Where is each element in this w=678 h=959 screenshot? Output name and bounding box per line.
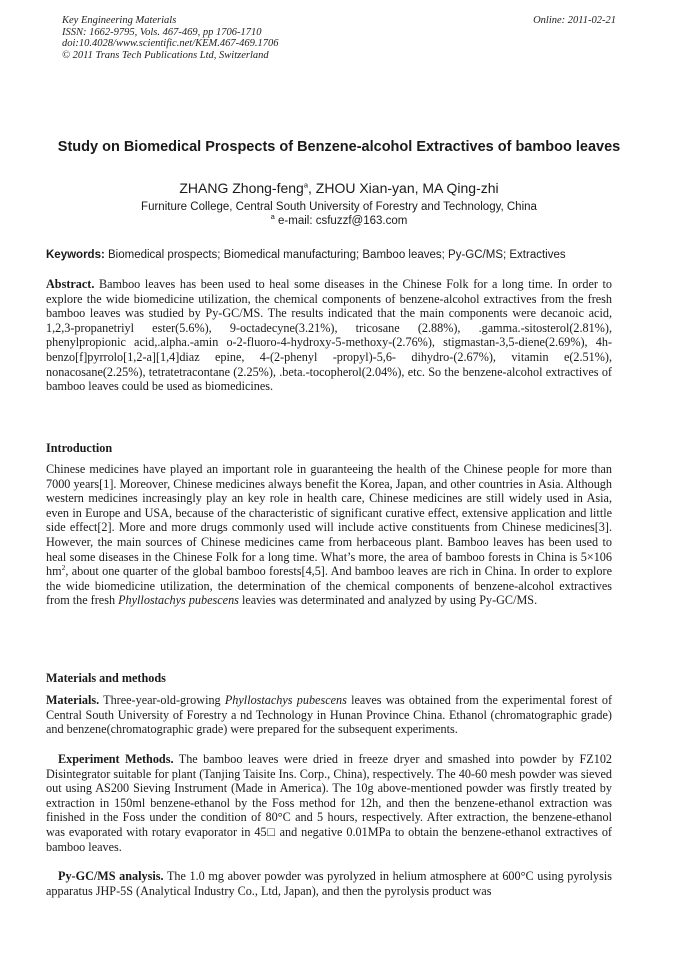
copyright-line: © 2011 Trans Tech Publications Ltd, Switzerland (62, 49, 269, 61)
email-sup: a (270, 212, 275, 222)
doi-line: doi:10.4028/www.scientific.net/KEM.467-469.1706 (62, 38, 279, 49)
keywords-line (46, 248, 636, 262)
journal-name: Key Engineering Materials (62, 15, 177, 26)
intro-text-a: Chinese medicines have played an important role in guaranteeing the health of the Chinese people for more than 7000 years[1]. Moreover, Chinese medicines always benefit the Korea, Japan, and other countries in Asia. Although western medicines increasingly play an key role in health care, Chinese medicines are still widely used in Asia, even in Europe and USA, because of the characteristic of significant curative effect, extensive application and little side effect[2]. More and more drugs commonly used will include active constituents from Chinese medicines[3]. However, the main sources of Chinese medicines came from herbaceous plant. Bamboo leaves has been used to heal some diseases in the Chinese Folk for a long time. What’s more, the area of bamboo forests in China is 5×106 hm (46, 462, 612, 579)
author-first: ZHANG Zhong-feng (179, 180, 304, 196)
materials-species: Phyllostachys pubescens (224, 693, 347, 707)
pygc-paragraph (46, 869, 612, 898)
online-date: Online: 2011-02-21 (533, 15, 616, 26)
author-list (0, 180, 678, 197)
abstract-text: Bamboo leaves has been used to heal some diseases in the Chinese Folk for a long time. In order to explore the wide biomedicine utilization, the chemical components of benzene-alcohol extractives from the fresh bamboo leaves was studied by Py-GC/MS. The results indicated that the main components were decanoic acid, 1,2,3-propanetriyl ester(5.6%), 9-octadecyne(3.21%), tricosane (2.88%), .gamma.-sitosterol(2.81%), phenylpropionic acid,.alpha.-amin o-2-fluoro-4-hydroxy-5-methoxy-(2.76%), stigmastan-3,5-diene(2.69%), 4h-benzo[f]pyrrolo[1,2-a][1,4]diaz epine, 4-(2-phenyl -propyl)-5,6- dihydro-(2.67%), vitamin e(2.51%), nonacosane(2.25%), tetratetracontane (2.25%), .beta.-tocopherol(2.04%), etc. So the benzene-alcohol extractives of bamboo leaves could be used as biomedicines. (46, 277, 612, 394)
experiment-text: The bamboo leaves were dried in freeze dryer and smashed into powder by FZ102 Disintegrator suitable for plant (Tanjing Taisite Ins. Corp., China), respectively. The 40-60 mesh powder was sieved out using AS200 Sieving Instrument (Made in America). The 10g above-mentioned powder was firstly treated by extraction in 150ml benzene-ethanol by the Foss method for 12h, and then the benzene-ethanol extraction was finished in the Foss under the condition of 80°C and 5 hours, respectively. After extraction, the benzene-ethanol was evaporated with rotary evaporator in 45□ and negative 0.01MPa to obtain the benzene-ethanol extractives of bamboo leaves. (46, 752, 613, 854)
journal-header (62, 15, 279, 61)
materials-text-a: Three-year-old-growing (99, 693, 225, 707)
intro-text-c: leavies was determinated and analyzed by using Py-GC/MS. (238, 593, 538, 608)
experiment-paragraph (46, 752, 612, 854)
introduction-heading: Introduction (46, 441, 113, 455)
methods-heading: Materials and methods (46, 671, 166, 685)
abstract-paragraph (46, 277, 612, 394)
intro-text-b: , about one quarter of the global bamboo forests[4,5]. And bamboo leaves are rich in China. In order to explore the wide biomedicine utilization, the determination of the chemical components of benzene-alcohol extractives from the fresh (46, 564, 612, 608)
intro-sup: 2 (61, 563, 66, 573)
keywords-text: Biomedical prospects; Biomedical manufacturing; Bamboo leaves; Py-GC/MS; Extractives (104, 249, 566, 261)
introduction-paragraph (46, 462, 612, 608)
pygc-text: The 1.0 mg abover powder was pyrolyzed in helium atmosphere at 600°C using pyrolysis apparatus JHP-5S (Analytical Industry Co., Ltd, Japan), and then the pyrolysis product was (46, 869, 612, 898)
materials-text-b: leaves was obtained from the experimental forest of Central South University of Forestry a nd Technology in Hunan Province China. Ethanol (chromatographic grade) and benzene(chromatographic grade) were prepared for the subsequent experiments. (46, 693, 613, 737)
email-text: e-mail: csfuzzf@163.com (274, 215, 408, 227)
abstract-label: Abstract. (46, 277, 95, 291)
issn-line: ISSN: 1662-9795, Vols. 467-469, pp 1706-1710 (62, 26, 262, 38)
materials-label: Materials. (46, 693, 100, 707)
experiment-label: Experiment Methods. (58, 752, 174, 766)
intro-species: Phyllostachys pubescens (118, 593, 239, 608)
author-rest: , ZHOU Xian-yan, MA Qing-zhi (308, 180, 499, 196)
paper-title: Study on Biomedical Prospects of Benzene-alcohol Extractives of bamboo leaves (57, 139, 621, 155)
affiliation: Furniture College, Central South University of Forestry and Technology, China (141, 201, 537, 213)
keywords-label: Keywords: (46, 249, 105, 261)
pygc-label: Py-GC/MS analysis. (58, 869, 164, 883)
email-line (0, 214, 678, 228)
author-first-sup: a (303, 180, 309, 190)
materials-paragraph (46, 693, 612, 737)
